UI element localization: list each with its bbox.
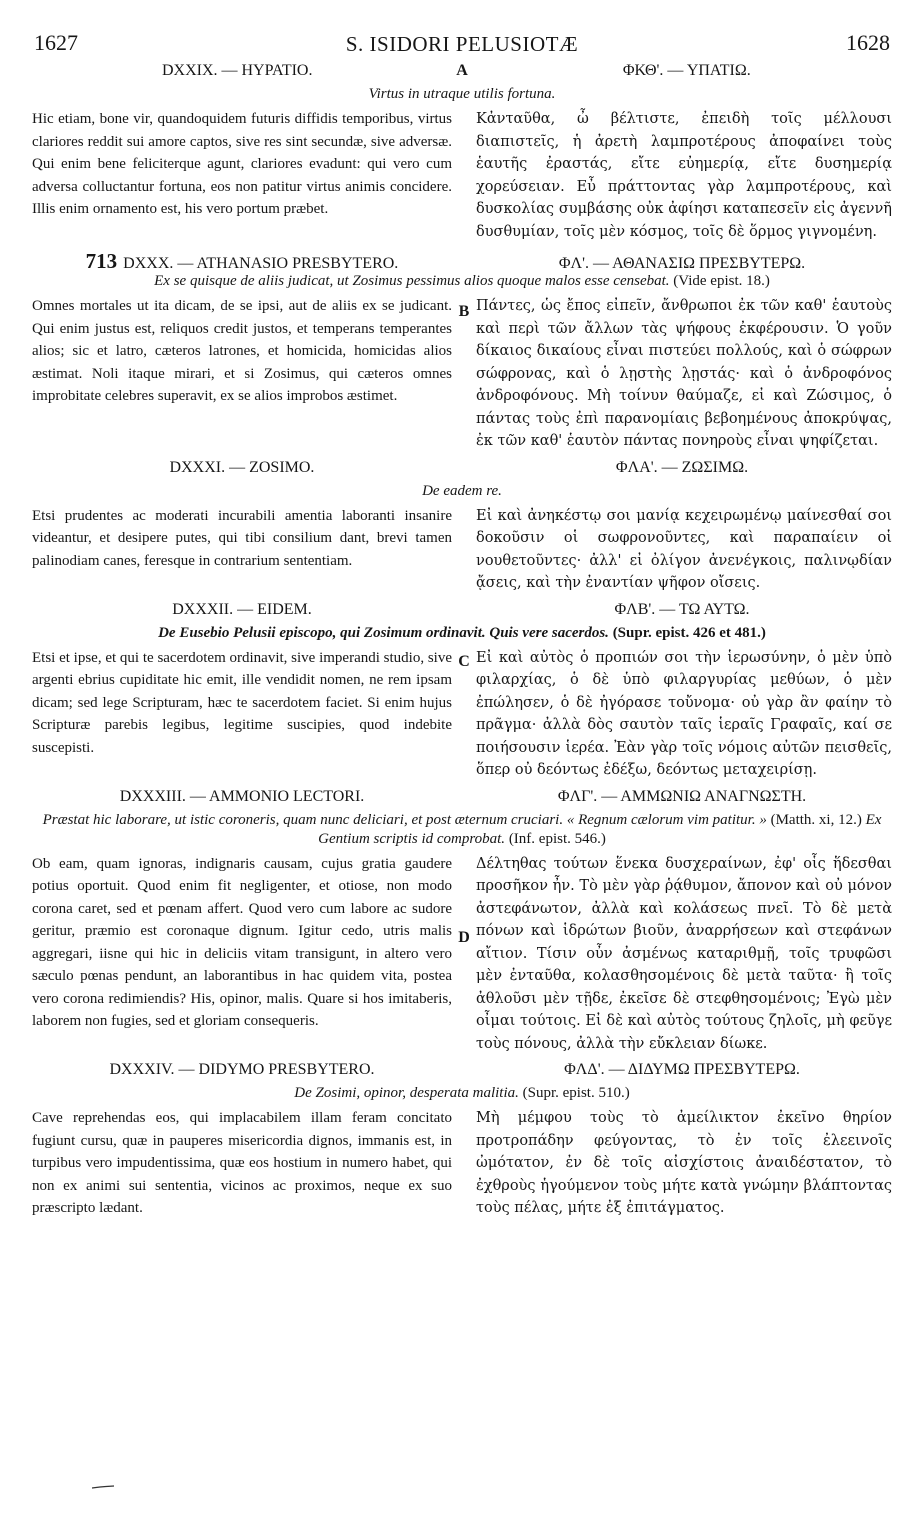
letter-summary <box>32 482 892 501</box>
summary-text: De Zosimi, opinor, desperata malitia. <box>294 1085 519 1101</box>
letter-summary <box>32 624 892 643</box>
letter-534 <box>32 1061 892 1220</box>
greek-title: ΦΛΔ'. — ΔΙΔΥΜΩ ΠΡΕΣΒΥΤΕΡΩ. <box>564 1061 800 1078</box>
margin-letter: A <box>456 62 468 79</box>
greek-text: Δέλτηθας τούτων ἕνεκα δυσχεραίνων, ἐφ' οἷς ἥδεσθαι προσῆκον ἦν. Τὸ μὲν γὰρ ῥᾴθυμον, ἄπονον καὶ οὐ μόνον ἀστεφάνωτον, ἀλλὰ καὶ κολάσεως πνεῖ. Τὸ δὲ μετὰ πόνων καὶ ἱδρώτων βιοῦν, ἀναρρήσεων καὶ στεφάνων αἴτιον. Τίσιν οὖν ἀσμένως καταριθμῇ, τοῖς τρυφῶσι μὲν ἐνταῦθα, κολασθησομένοις δὲ μετὰ ταῦτα· ἢ τοῖς ἀθλοῦσι μὲν τῇδε, ἐκεῖσε δὲ στεφθησομένοις; Ἐγὼ μὲν οἶμαι τούτοις. Εἰ δὲ καὶ αὐτὸς τούτους ζηλοῖς, μὴ φεῦγε τοὺς πόνους, ἀλλὰ τὴν εὔκλειαν δίωκε. <box>476 855 892 1052</box>
summary-reference: (Supr. epist. 510.) <box>522 1085 630 1101</box>
letter-title-row <box>32 459 892 481</box>
summary-tail: Ex Gentium scriptis id comprobat. <box>318 811 882 847</box>
latin-text: Etsi prudentes ac moderati incurabili amentia laboranti insanire videantur, et desipere putes, qui tibi consilium dant, brevi tamen palinodiam canes, feresque in contrarium sententiam. <box>32 507 452 569</box>
latin-title-wrap <box>32 249 452 274</box>
summary-text: Ex se quisque de aliis judicat, ut Zosimus pessimus alios quoque malos esse censebat. <box>154 273 670 289</box>
side-marker: C <box>458 652 470 670</box>
summary-text: Virtus in utraque utilis fortuna. <box>368 86 556 102</box>
side-marker: B <box>458 303 470 320</box>
summary-text: Præstat hic laborare, ut istic coroneris, quam nunc deliciari, et post æternum cruciari. « Regnum cælorum vim patitur. » <box>42 811 767 828</box>
running-header <box>34 30 890 64</box>
greek-text: Εἰ καὶ ἀνηκέστῳ σοι μανίᾳ κεχειρωμένῳ μαίνεσθαί σοι δοκοῦσιν οἱ σωφρονοῦντες, καὶ παραπαίειν οἱ νουθετοῦντες· ἀλλ' εἰ ὀλίγον ἀνενέγκοις, παλινῳδίαν ᾄσεις, καὶ τὴν ἐναντίαν ψῆφον οἴσεις. <box>476 507 892 591</box>
latin-title: DXXIX. — HYPATIO. <box>161 62 313 79</box>
latin-title: DXXX. — ATHANASIO PRESBYTERO. <box>123 255 399 272</box>
page-number-left: 1627 <box>34 30 78 55</box>
summary-reference: (Vide epist. 18.) <box>673 273 770 289</box>
letter-columns <box>32 295 892 453</box>
greek-title: ΦΛΓ'. — ΑΜΜΩΝΙΩ ΑΝΑΓΝΩΣΤΗ. <box>557 787 807 805</box>
greek-text: Πάντες, ὡς ἔπος εἰπεῖν, ἄνθρωποι ἐκ τῶν καθ' ἑαυτοὺς καὶ περὶ τῶν ἄλλων τὰς ψήφους ἐκφέρουσιν. Ὁ γοῦν δίκαιος δικαίους εἶναι πιστεύει πολλούς, καὶ ὁ σώφρων σώφρονας, καὶ ὁ λῃστὴς λῃστάς· καὶ ὁ ἀνδροφόνος ἀνδροφόνους. Μὴ τοίνυν θαύμαζε, εἰ καὶ Ζώσιμος, ὁ πάντας τοὺς ἐπὶ παρανομίαις βεβοημένους ἀποκρύψας, ἐκ τῶν καθ' ἑαυτὸν πάντας πονηροὺς εἶναι ψηφίζεται. <box>476 298 892 449</box>
greek-title: ΦΛ'. — ΑΘΑΝΑΣΙΩ ΠΡΕΣΒΥΤΕΡΩ. <box>558 255 806 272</box>
latin-title: DXXXII. — EIDEM. <box>172 600 312 618</box>
summary-text: De Eusebio Pelusii episcopo, qui Zosimum ordinavit. Quis vere sacerdos. <box>158 624 609 641</box>
summary-reference-2: (Inf. epist. 546.) <box>508 830 606 847</box>
letter-summary <box>32 85 892 104</box>
letter-columns <box>32 108 892 243</box>
latin-title: DXXXIII. — AMMONIO LECTORI. <box>119 787 365 805</box>
letter-summary <box>32 1084 892 1103</box>
letter-columns <box>32 505 892 595</box>
latin-text: Hic etiam, bone vir, quandoquidem futuris diffidis temporibus, virtus clariores reddit sui amore captos, sive res sint secundæ, sive adversæ. Qui enim bene feliciterque agunt, clariores evadunt: qui vero cum adversa colluctantur fortuna, eos non patitur virtus animis concidere. Illis enim ornamento est, his vero portum præbet. <box>32 111 452 217</box>
summary-reference: (Supr. epist. 426 et 481.) <box>612 624 766 641</box>
latin-title: DXXXI. — ZOSIMO. <box>169 458 315 476</box>
greek-text: Κἀνταῦθα, ὦ βέλτιστε, ἐπειδὴ τοῖς μέλλουσι διαπιστεῖς, ἡ ἀρετὴ λαμπροτέρους ἀποφαίνει τοὺς ἑαυτῆς ἐραστάς, εἴτε εὐημερίᾳ, εἴτε δυσημερίᾳ χορεύσειαν. Εὖ πράττοντας γὰρ λαμπροτέρους, καὶ δυσκολίας συμβάσης οὐκ ἀφίησι καταπεσεῖν εἰς ἀγεννῆ δυσθυμίαν, τοῖς μὲν κόσμος, τοῖς δὲ ὅρμος γιγνομένη. <box>476 111 892 240</box>
letter-title-row <box>32 1061 892 1083</box>
latin-text: Ob eam, quam ignoras, indignaris causam, cujus gratia gaudere potius oportuit. Quod enim fit negligenter, et otiose, non modo corona caret, sed et pœnam affert. Quod vero cum labore ac sudore geritur, præmio est coronaque dignum. Igitur cedo, utris malis aggregari, iisne qui hic in deliciis vitam transigunt, in altero vero sæculo pœnas pendunt, an laborantibus in hac quidem vita, postea vero corona redimiendis? His, opinor, malis. Quare si hos imitaberis, laborem non fugies, sed et gloriam consequeris. <box>32 855 452 1029</box>
letter-title-row <box>32 601 892 623</box>
greek-title: ΦΛΑ'. — ΖΩΣΙΜΩ. <box>615 458 749 476</box>
letter-title-row <box>32 249 892 271</box>
greek-text: Μὴ μέμφου τοὺς τὸ ἀμείλικτον ἐκεῖνο θηρίον προτροπάδην φεύγοντας, τὸ ἐν τοῖς ἐλεεινοῖς ὠμότατον, ἐν δὲ τοῖς αἰσχίστοις ἀναιδέστατον, τὸ ἐχθροὺς ἡγούμενον τοὺς μήτε κατὰ γνώμην βλάπτοντας τοὺς πέλας, μήτε ἐξ ἐπιτάγματος. <box>476 1110 892 1216</box>
latin-text: Etsi et ipse, et qui te sacerdotem ordinavit, sive imperandi studio, sive argenti ebrius cupiditate hic emit, ille vendidit nomen, ne rem ipsam dicam; sed lege Scripturam, hæc te sacerdotem faciet. Si enim hujus Scripturæ parebis legibus, legitime suscipies, quod indebite suscepisti. <box>32 649 452 756</box>
letter-summary <box>32 811 892 849</box>
letter-532 <box>32 601 892 782</box>
letters-content <box>32 62 892 1226</box>
letter-title-row <box>32 62 892 84</box>
letter-summary <box>32 272 892 291</box>
letter-529 <box>32 62 892 243</box>
latin-title: DXXXIV. — DIDYMO PRESBYTERO. <box>109 1061 375 1078</box>
greek-text: Εἰ καὶ αὐτὸς ὁ προπιών σοι τὴν ἱερωσύνην, ὁ μὲν ὑπὸ φιλαρχίας, ὁ δὲ ὑπὸ φιλαργυρίας μεθύων, ὁ μὲν ἐπώλησεν, ὁ δὲ ἠγόρασε τοὔνομα· οὐ γὰρ ἂν φαίην τὸ πρᾶγμα· ἀλλὰ δὸς σαυτὸν ταῖς ἱεραῖς Γραφαῖς, καί σε ποιήσουσιν ἱερέα. Ἐὰν γὰρ τοῖς νόμοις αὐτῶν πεισθεῖς, ὅπερ οὐ δεόντως ἐδέξω, δεόντως μεταχειρίσῃ. <box>476 649 892 778</box>
letter-columns <box>32 1107 892 1220</box>
letter-531 <box>32 459 892 595</box>
running-title: S. ISIDORI PELUSIOTÆ <box>345 32 579 56</box>
letter-columns <box>32 647 892 782</box>
letter-533 <box>32 788 892 1056</box>
latin-text: Omnes mortales ut ita dicam, de se ipsi, aut de aliis ex se judicant. Qui enim justus est, reliquos credit justos, et temperans temperantes alios; sic et latro, cæteros latrones, et homicida, homicidas alios æstimat. Noli itaque mirari, et si Zosimus, qui cæteros omnes improbitate celebres superavit, ex se alios improbos æstimet. <box>32 298 452 404</box>
letter-title-row <box>32 788 892 810</box>
summary-reference: (Matth. xi, 12.) <box>770 811 862 828</box>
letter-columns <box>32 853 892 1056</box>
page-number-right: 1628 <box>846 30 890 55</box>
side-marker: D <box>458 928 470 946</box>
greek-title: ΦΚΘ'. — ΥΠΑΤΙΩ. <box>622 62 751 79</box>
greek-title: ΦΛΒ'. — ΤΩ ΑΥΤΩ. <box>614 600 750 618</box>
latin-text: Cave reprehendas eos, qui implacabilem illam feram concitato fugiunt cursu, quæ in pauperes misericordia dignos, immanis est, in turpibus vero impudentissima, quæ eos hostium in numero habet, qui non ex animi sui sententia, vicinos ac proximos, neque ex suo præscripto lædant. <box>32 1110 452 1216</box>
margin-page-number: 713 <box>85 249 118 273</box>
summary-text: De eadem re. <box>422 482 502 499</box>
ink-smudge <box>92 1485 114 1489</box>
letter-530 <box>32 249 892 453</box>
